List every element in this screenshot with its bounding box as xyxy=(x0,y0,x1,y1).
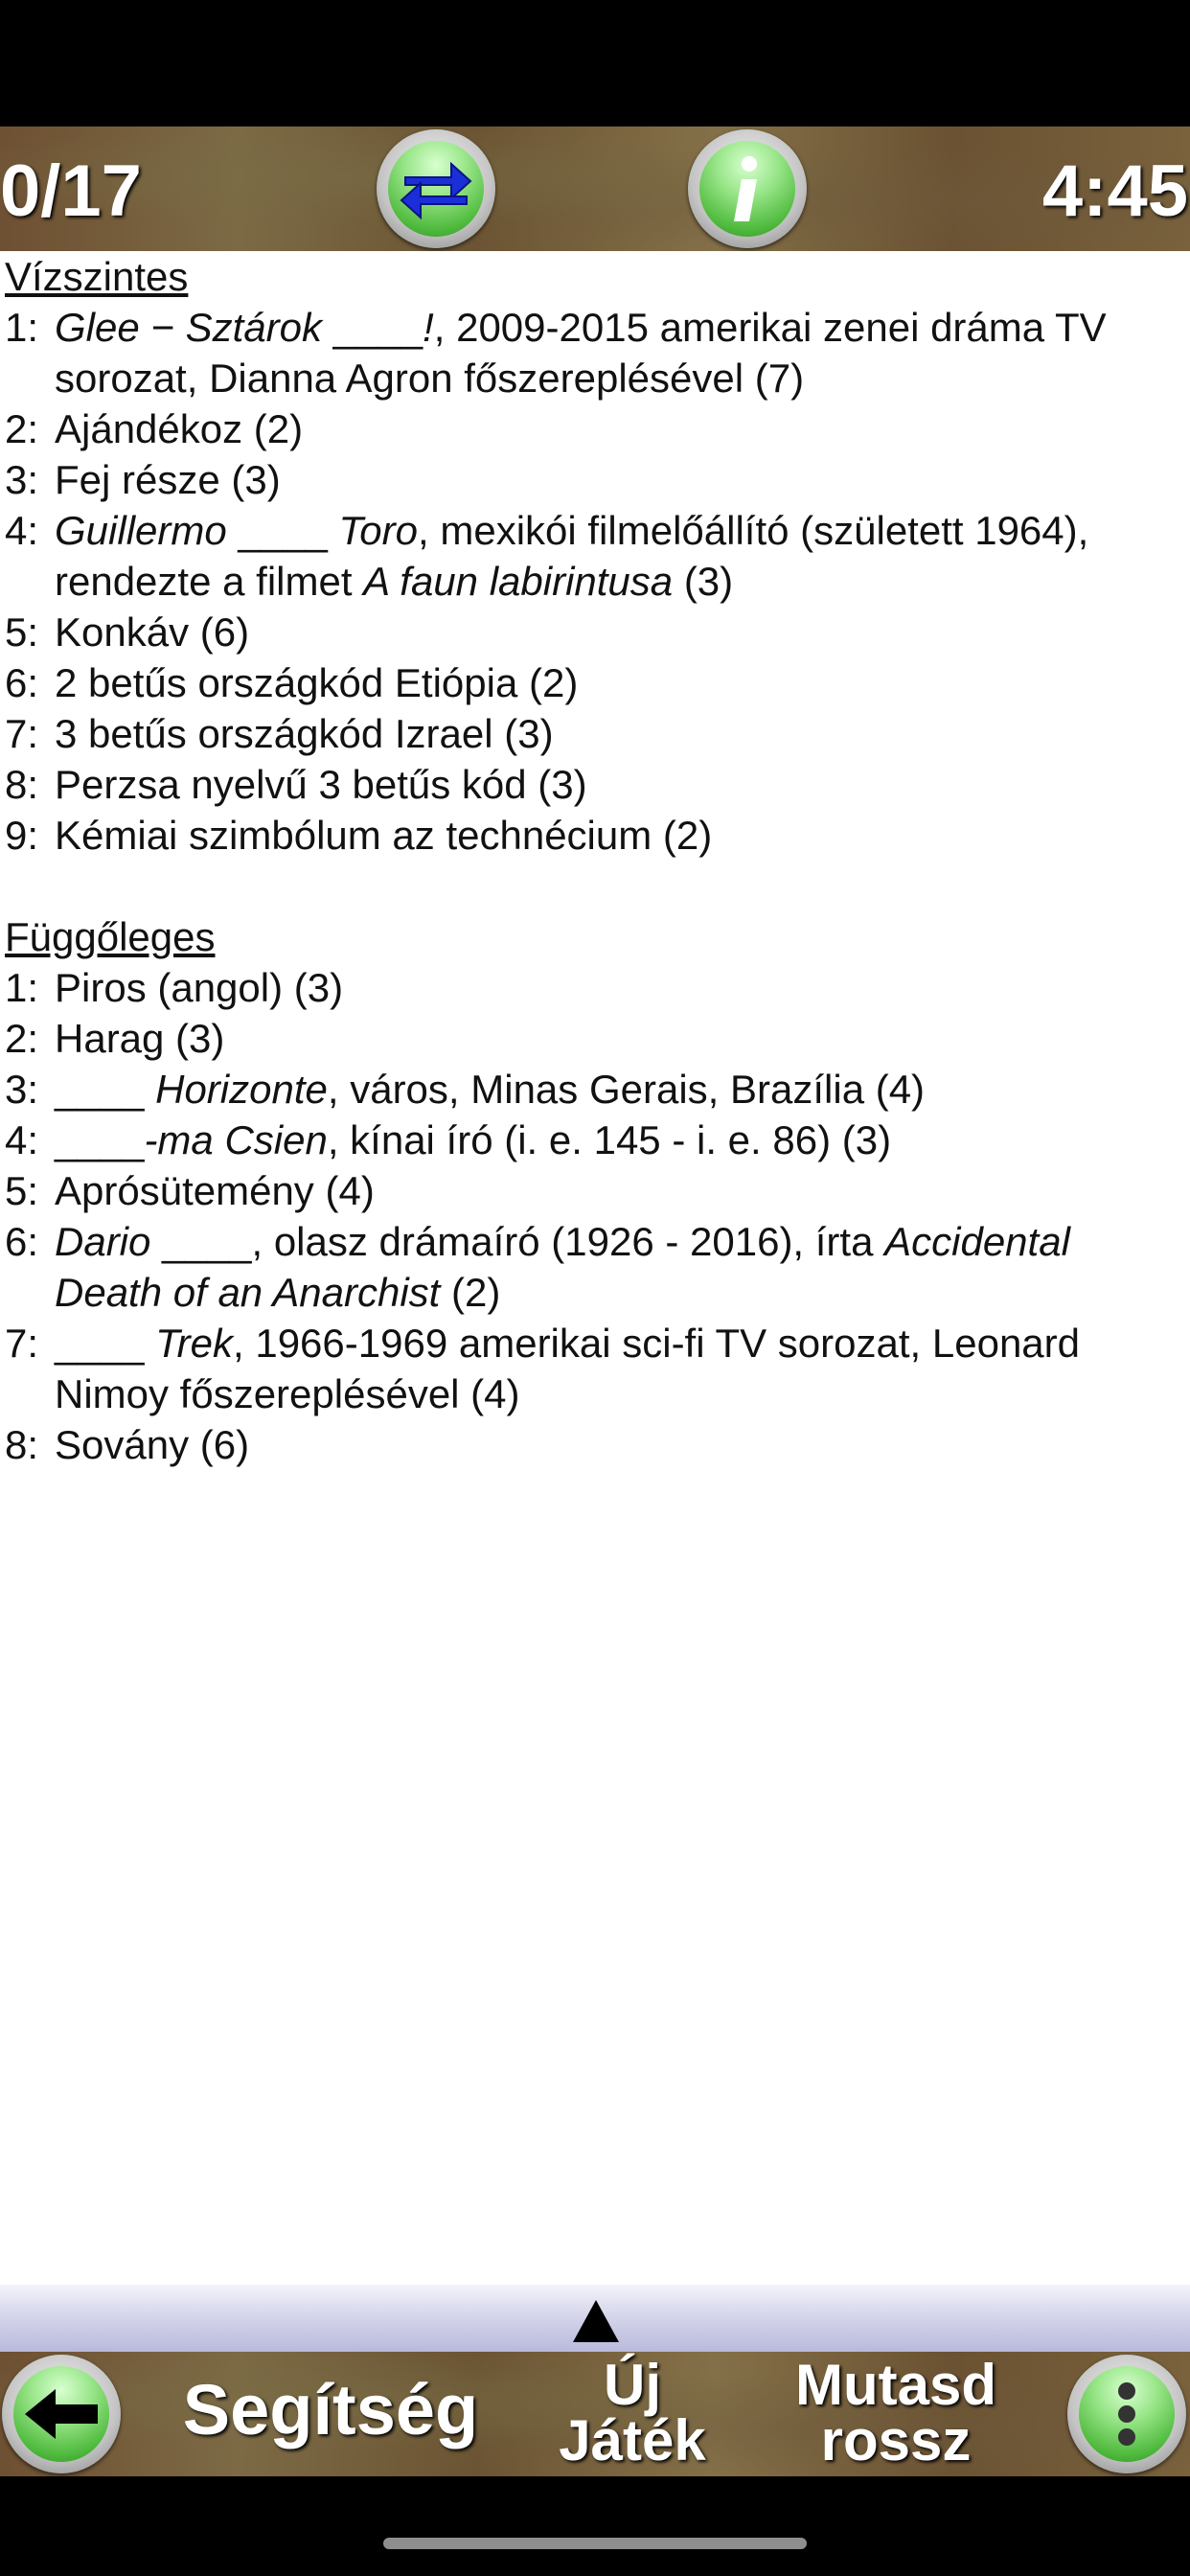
down-clue-4[interactable] xyxy=(5,1115,1190,1165)
clue-number: 8: xyxy=(5,762,39,807)
clue-number: 6: xyxy=(5,1219,39,1264)
down-clue-6[interactable] xyxy=(5,1216,1190,1318)
show-wrong-label-line2: rossz xyxy=(820,2408,972,2472)
clue-text: Konkáv (6) xyxy=(55,610,250,655)
score-counter: 0/17 xyxy=(0,150,142,232)
clue-text: Sovány (6) xyxy=(55,1422,250,1467)
clue-text: Ajándékoz (2) xyxy=(55,406,304,451)
across-clue-9[interactable] xyxy=(5,810,1190,861)
clue-number: 5: xyxy=(5,610,39,655)
clue-text: 2 betűs országkód Etiópia (2) xyxy=(55,660,579,705)
clue-text: 3 betűs országkód Izrael (3) xyxy=(55,711,554,756)
across-clue-2[interactable] xyxy=(5,403,1190,454)
help-label: Segítség xyxy=(182,2370,479,2450)
across-clue-7[interactable] xyxy=(5,708,1190,759)
more-menu-button[interactable] xyxy=(1067,2355,1186,2473)
clue-text: ____ Horizonte, város, Minas Gerais, Brazília (4) xyxy=(55,1067,926,1112)
across-clue-4[interactable] xyxy=(5,505,1190,607)
clue-number: 2: xyxy=(5,406,39,451)
swap-direction-button[interactable] xyxy=(377,129,495,248)
bottom-toolbar xyxy=(0,2352,1190,2476)
clue-number: 7: xyxy=(5,711,39,756)
clue-number: 4: xyxy=(5,508,39,553)
down-clue-3[interactable] xyxy=(5,1064,1190,1115)
down-section xyxy=(0,911,1190,1470)
down-clues xyxy=(5,962,1190,1470)
clue-number: 9: xyxy=(5,813,39,858)
info-button[interactable] xyxy=(688,129,807,248)
clue-text: Fej része (3) xyxy=(55,457,281,502)
show-wrong-button[interactable] xyxy=(767,2353,1025,2472)
home-indicator[interactable] xyxy=(383,2538,807,2549)
clue-number: 5: xyxy=(5,1168,39,1213)
across-heading: Vízszintes xyxy=(5,254,189,299)
across-clue-6[interactable] xyxy=(5,657,1190,708)
down-clue-7[interactable] xyxy=(5,1318,1190,1419)
show-wrong-label-line1: Mutasd xyxy=(795,2353,996,2417)
clue-text: Glee − Sztárok ____!, 2009-2015 amerikai zenei dráma TV sorozat, Dianna Agron főszereplésével (7) xyxy=(55,305,1107,401)
clue-text: ____-ma Csien, kínai író (i. e. 145 - i. e. 86) (3) xyxy=(55,1117,892,1162)
info-icon xyxy=(688,129,807,248)
more-menu-icon xyxy=(1067,2355,1186,2473)
clue-text: Perzsa nyelvű 3 betűs kód (3) xyxy=(55,762,587,807)
clue-list[interactable] xyxy=(0,251,1190,2285)
down-clue-1[interactable] xyxy=(5,962,1190,1013)
clue-text: Guillermo ____ Toro, mexikói filmelőállító (született 1964), rendezte a filmet A faun labirintusa (3) xyxy=(55,508,1089,604)
down-clue-8[interactable] xyxy=(5,1419,1190,1470)
swap-arrows-icon xyxy=(377,129,495,248)
clue-number: 3: xyxy=(5,457,39,502)
back-button[interactable] xyxy=(2,2355,121,2473)
expand-up-icon xyxy=(573,2300,619,2342)
clue-number: 2: xyxy=(5,1016,39,1061)
across-clue-1[interactable] xyxy=(5,302,1190,403)
down-clue-5[interactable] xyxy=(5,1165,1190,1216)
help-button[interactable] xyxy=(172,2370,489,2450)
across-section xyxy=(0,251,1190,861)
clue-number: 7: xyxy=(5,1321,39,1366)
new-game-button[interactable] xyxy=(537,2353,728,2472)
clue-number: 3: xyxy=(5,1067,39,1112)
expand-handle[interactable] xyxy=(0,2285,1190,2352)
clue-number: 1: xyxy=(5,305,39,350)
across-clue-3[interactable] xyxy=(5,454,1190,505)
back-arrow-icon xyxy=(2,2355,121,2473)
top-toolbar xyxy=(0,126,1190,251)
clue-number: 1: xyxy=(5,965,39,1010)
clue-number: 6: xyxy=(5,660,39,705)
down-clue-2[interactable] xyxy=(5,1013,1190,1064)
clue-text: Dario ____, olasz drámaíró (1926 - 2016), írta Accidental Death of an Anarchist (2) xyxy=(55,1219,1070,1315)
clue-text: ____ Trek, 1966-1969 amerikai sci-fi TV sorozat, Leonard Nimoy főszereplésével (4) xyxy=(55,1321,1081,1416)
clue-number: 4: xyxy=(5,1117,39,1162)
across-clue-8[interactable] xyxy=(5,759,1190,810)
countdown-timer: 4:45 xyxy=(1041,150,1188,232)
down-heading: Függőleges xyxy=(5,914,216,959)
new-game-label-line1: Új xyxy=(604,2353,661,2417)
clue-text: Aprósütemény (4) xyxy=(55,1168,375,1213)
new-game-label-line2: Játék xyxy=(559,2408,706,2472)
clue-text: Piros (angol) (3) xyxy=(55,965,344,1010)
across-clue-5[interactable] xyxy=(5,607,1190,657)
across-clues xyxy=(5,302,1190,861)
clue-number: 8: xyxy=(5,1422,39,1467)
clue-text: Kémiai szimbólum az technécium (2) xyxy=(55,813,713,858)
clue-text: Harag (3) xyxy=(55,1016,225,1061)
